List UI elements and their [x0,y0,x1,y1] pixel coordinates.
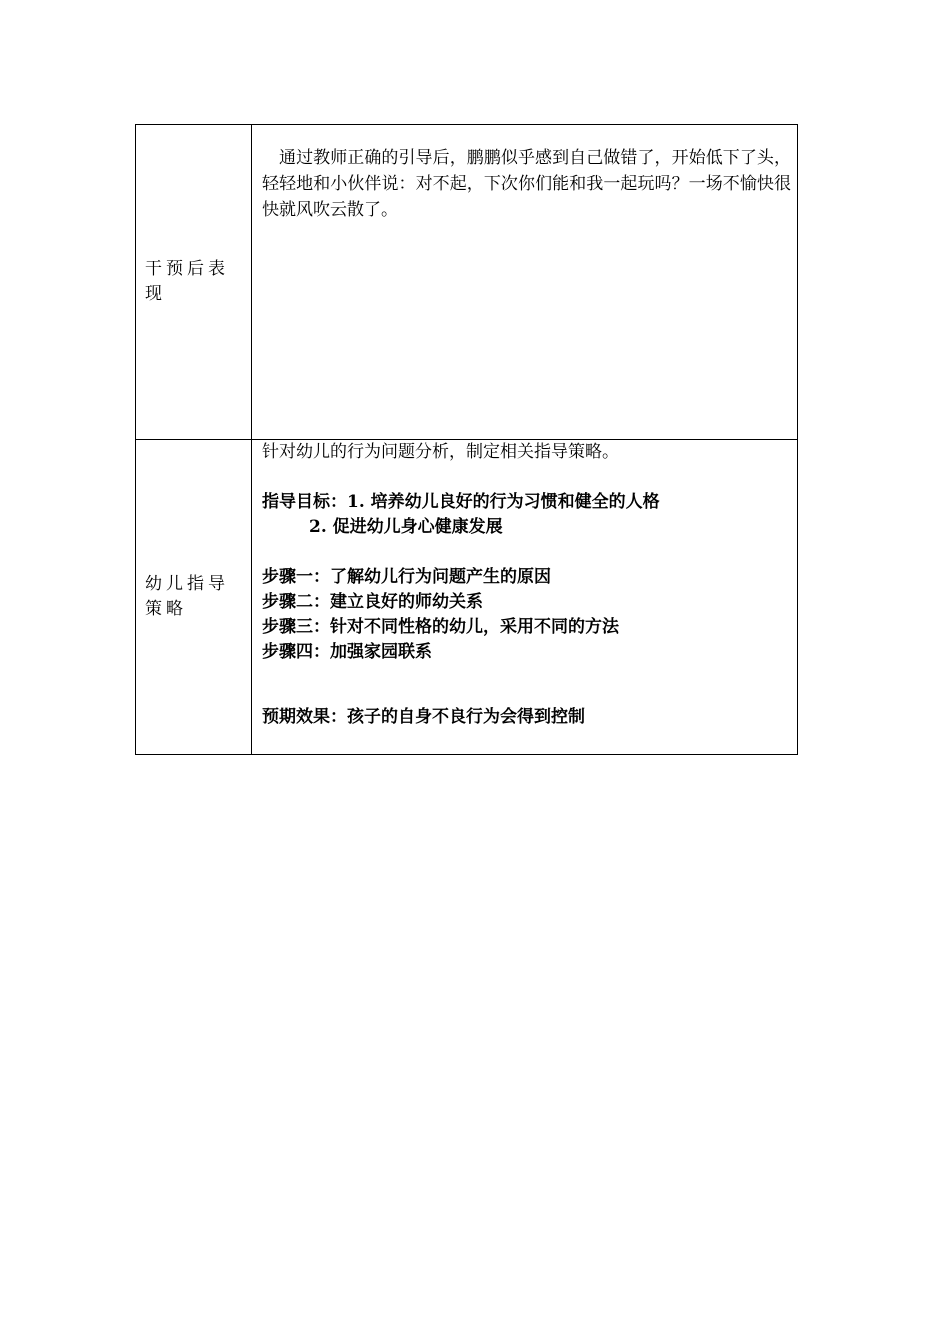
strategy-intro: 针对幼儿的行为问题分析，制定相关指导策略。 [262,442,619,462]
spacer [262,540,791,565]
label-guidance-strategy [136,440,252,755]
guidance-goal-1: 指导目标：1. 培养幼儿良好的行为习惯和健全的人格 [262,492,660,512]
label-line: 策略 [145,599,187,619]
table-row-guidance-strategy [136,440,798,755]
document-table [135,124,798,755]
label-line: 幼儿指导 [145,574,229,594]
step-item: 步骤二：建立良好的师幼关系 [262,592,483,612]
content-guidance-strategy [252,440,798,755]
expected-effect: 预期效果：孩子的自身不良行为会得到控制 [262,707,585,727]
guidance-goal-2: 2. 促进幼儿身心健康发展 [309,517,503,537]
spacer [262,465,791,490]
label-post-intervention [136,125,252,440]
post-intervention-text: 通过教师正确的引导后，鹏鹏似乎感到自己做错了，开始低下了头，轻轻地和小伙伴说：对不起，下次你们能和我一起玩吗？一场不愉快很快就风吹云散了。 [262,148,791,220]
table-row-post-intervention [136,125,798,440]
content-post-intervention [252,125,798,440]
label-line: 干预后表 [145,259,229,279]
step-item: 步骤一：了解幼儿行为问题产生的原因 [262,567,551,587]
step-item: 步骤三：针对不同性格的幼儿，采用不同的方法 [262,617,619,637]
spacer [262,665,791,705]
label-line: 现 [145,284,166,304]
step-item: 步骤四：加强家园联系 [262,642,432,662]
